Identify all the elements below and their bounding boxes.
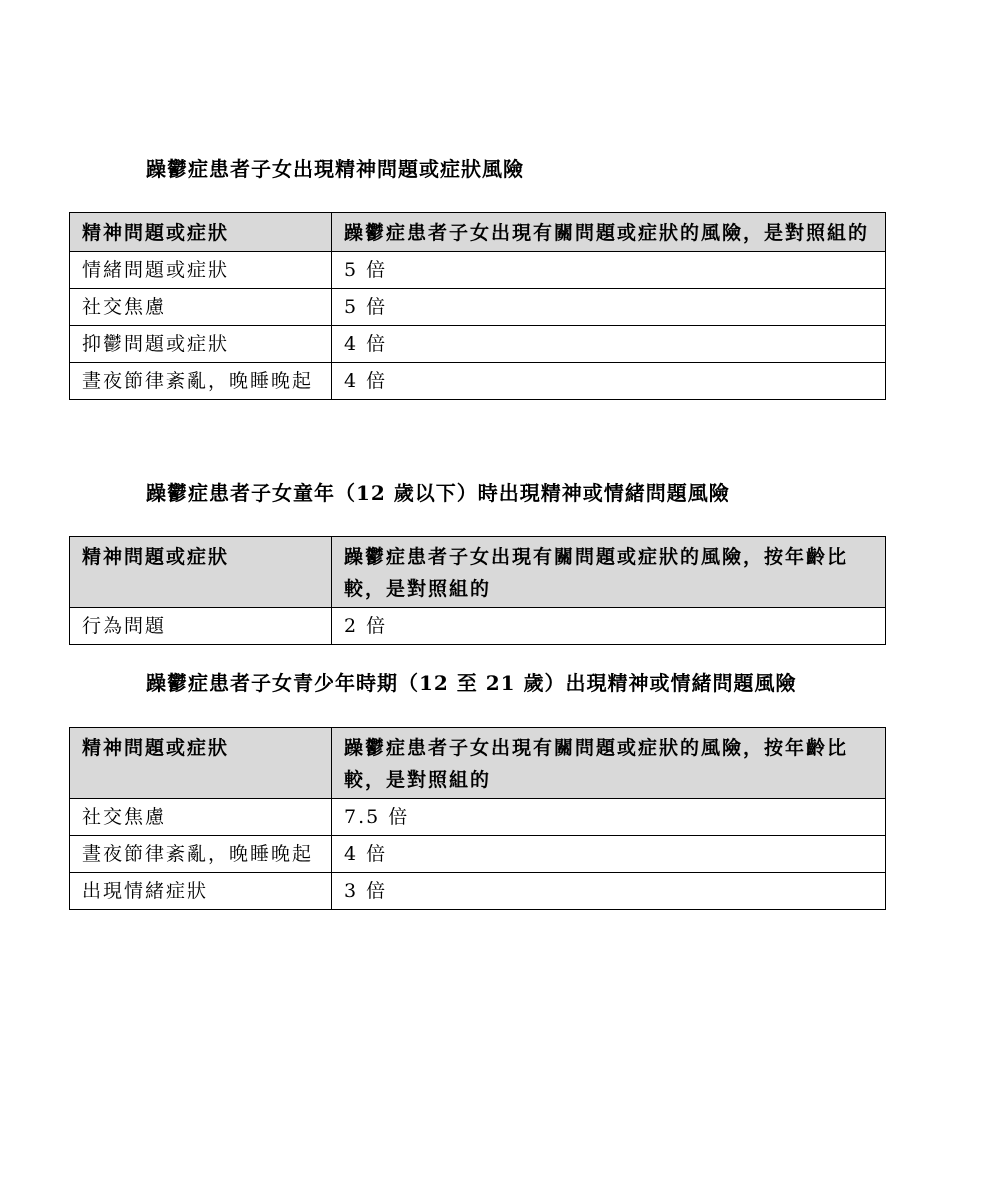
problem-cell: 晝夜節律紊亂，晚睡晚起 — [70, 836, 332, 873]
risk-cell: 5 倍 — [332, 252, 886, 289]
table-header-row — [70, 213, 886, 252]
problem-cell: 行為問題 — [70, 608, 332, 645]
risk-table — [69, 727, 886, 910]
table-row — [70, 289, 886, 326]
problem-cell: 社交焦慮 — [70, 799, 332, 836]
column-header-problem: 精神問題或症狀 — [70, 537, 332, 608]
table-row — [70, 252, 886, 289]
table-row — [70, 608, 886, 645]
problem-cell: 晝夜節律紊亂，晚睡晚起 — [70, 363, 332, 400]
column-header-risk: 躁鬱症患者子女出現有關問題或症狀的風險，按年齡比較，是對照組的 — [332, 537, 886, 608]
risk-cell: 2 倍 — [332, 608, 886, 645]
risk-cell: 4 倍 — [332, 326, 886, 363]
section-title: 躁鬱症患者子女青少年時期（12 至 21 歲）出現精神或情緒問題風險 — [146, 671, 797, 695]
column-header-risk: 躁鬱症患者子女出現有關問題或症狀的風險，是對照組的 — [332, 213, 886, 252]
section-title: 躁鬱症患者子女出現精神問題或症狀風險 — [146, 157, 524, 181]
column-header-problem: 精神問題或症狀 — [70, 213, 332, 252]
column-header-risk: 躁鬱症患者子女出現有關問題或症狀的風險，按年齡比較，是對照組的 — [332, 728, 886, 799]
column-header-problem: 精神問題或症狀 — [70, 728, 332, 799]
risk-cell: 4 倍 — [332, 363, 886, 400]
risk-cell: 4 倍 — [332, 836, 886, 873]
table-row — [70, 873, 886, 910]
table-header-row — [70, 728, 886, 799]
risk-table — [69, 212, 886, 400]
risk-table — [69, 536, 886, 645]
problem-cell: 出現情緒症狀 — [70, 873, 332, 910]
table-row — [70, 326, 886, 363]
table-row — [70, 363, 886, 400]
problem-cell: 抑鬱問題或症狀 — [70, 326, 332, 363]
risk-cell: 5 倍 — [332, 289, 886, 326]
table-row — [70, 799, 886, 836]
problem-cell: 情緒問題或症狀 — [70, 252, 332, 289]
table-row — [70, 836, 886, 873]
problem-cell: 社交焦慮 — [70, 289, 332, 326]
risk-cell: 7.5 倍 — [332, 799, 886, 836]
risk-cell: 3 倍 — [332, 873, 886, 910]
section-title: 躁鬱症患者子女童年（12 歲以下）時出現精神或情緒問題風險 — [146, 481, 730, 505]
table-header-row — [70, 537, 886, 608]
